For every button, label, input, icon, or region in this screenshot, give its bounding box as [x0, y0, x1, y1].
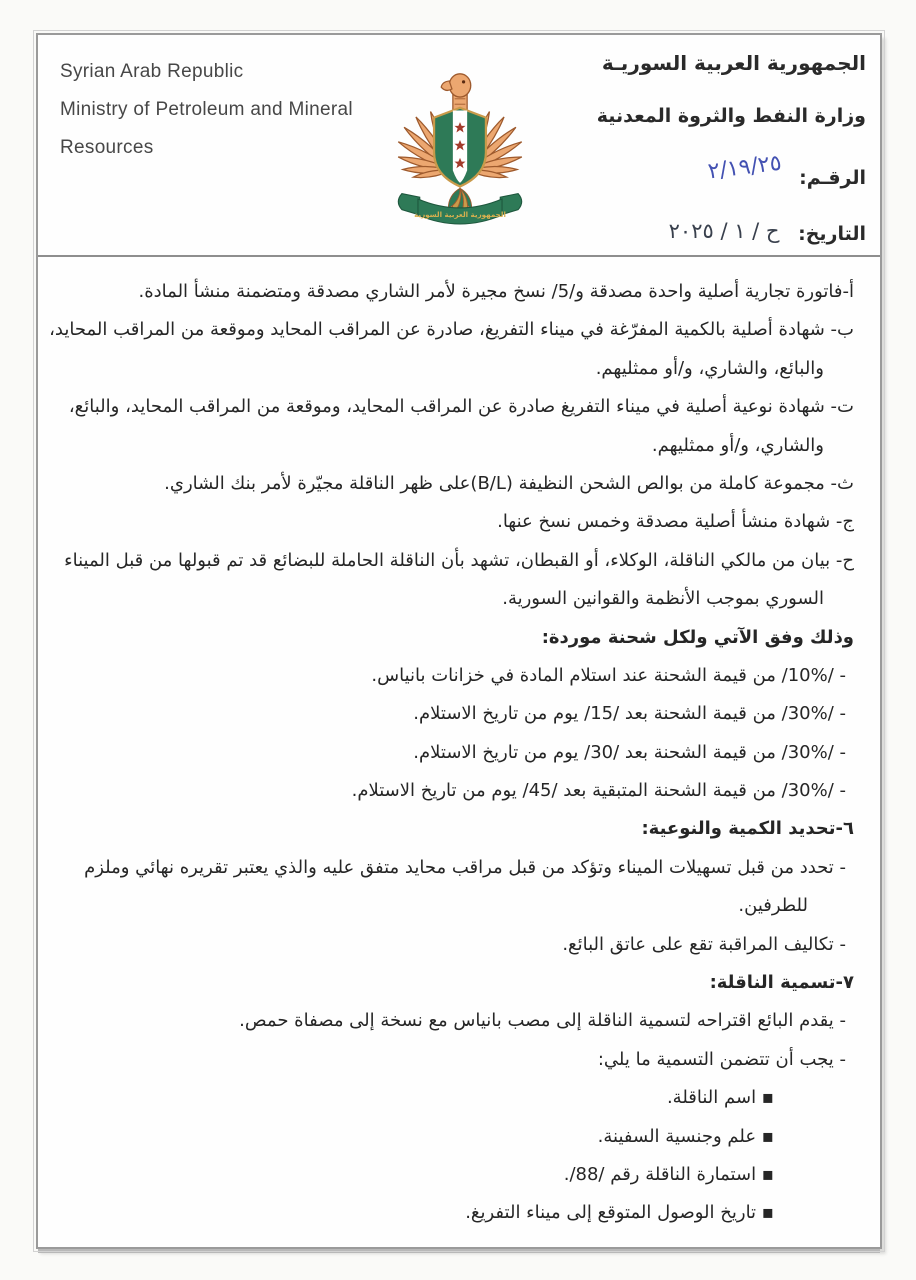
body-line: ت- شهادة نوعية أصلية في ميناء التفريغ صادرة عن المراقب المحايد، وموقعة من المراقب المحايد، والبائع، — [68, 396, 854, 418]
body-line: - /30%/ من قيمة الشحنة بعد /30/ يوم من تاريخ الاستلام. — [413, 741, 846, 763]
english-header-line1: Syrian Arab Republic — [60, 61, 244, 82]
body-line: ث- مجموعة كاملة من بوالص الشحن النظيفة (B/L)على ظهر الناقلة مجيّرة لأمر بنك الشاري. — [164, 472, 854, 494]
english-header-line3: Resources — [60, 137, 154, 158]
number-handwritten-value: ٢/١٩/٢٥ — [706, 150, 783, 185]
body-line: ▪ تاريخ الوصول المتوقع إلى ميناء التفريغ. — [465, 1202, 774, 1224]
body-line: ح- بيان من مالكي الناقلة، الوكلاء، أو القبطان، تشهد بأن الناقلة الحاملة للبضائع قد تم قبولها من قبل الميناء — [64, 549, 854, 571]
date-handwritten-value: ح / ١ / ٢٠٢٥ — [668, 219, 780, 243]
body-line: - /10%/ من قيمة الشحنة عند استلام المادة في خزانات بانياس. — [371, 664, 846, 686]
arabic-ministry-title: وزارة النفط والثروة المعدنية — [596, 105, 866, 127]
syrian-eagle-emblem — [384, 59, 536, 237]
english-header — [60, 53, 353, 167]
body-line: ▪ علم وجنسية السفينة. — [597, 1125, 774, 1147]
body-line: - يجب أن تتضمن التسمية ما يلي: — [597, 1048, 846, 1070]
body-line: - يقدم البائع اقتراحه لتسمية الناقلة إلى مصب بانياس مع نسخة إلى مصفاة حمص. — [239, 1010, 846, 1032]
body-line: - تكاليف المراقبة تقع على عاتق البائع. — [562, 933, 846, 955]
document-number-row — [706, 150, 866, 190]
body-line: للطرفين. — [738, 895, 808, 917]
arabic-republic-title: الجمهورية العربية السوريـة — [601, 51, 866, 75]
document-date-row — [669, 221, 866, 245]
scanned-letter-page — [36, 33, 882, 1249]
body-line: السوري بموجب الأنظمة والقوانين السورية. — [502, 588, 824, 610]
body-line: ▪ استمارة الناقلة رقم /88/. — [563, 1163, 774, 1185]
english-header-line2: Ministry of Petroleum and Mineral — [60, 99, 353, 120]
body-line: - تحدد من قبل تسهيلات الميناء وتؤكد من قبل مراقب محايد متفق عليه والذي يعتبر تقريره نهائي وملزم — [84, 856, 846, 878]
body-line: أ-فاتورة تجارية أصلية واحدة مصدقة و/5/ نسخ مجيرة لأمر الشاري مصدقة ومتضمنة منشأ المادة. — [138, 281, 854, 302]
body-line: ٦-تحديد الكمية والنوعية: — [641, 818, 854, 840]
body-line: والبائع، والشاري، و/أو ممثليهم. — [595, 357, 824, 379]
body-line: والشاري، و/أو ممثليهم. — [651, 434, 824, 456]
body-line: ب- شهادة أصلية بالكمية المفرّغة في ميناء التفريغ، صادرة عن المراقب المحايد وموقعة من المراقب المحايد، — [49, 319, 854, 341]
body-line: ٧-تسمية الناقلة: — [709, 972, 854, 994]
document-body — [49, 273, 854, 1233]
body-line: - /30%/ من قيمة الشحنة المتبقية بعد /45/ يوم من تاريخ الاستلام. — [351, 780, 846, 802]
body-line: ج- شهادة منشأ أصلية مصدقة وخمس نسخ عنها. — [497, 511, 854, 533]
date-label: التاريخ: — [798, 223, 866, 245]
letterhead — [38, 35, 880, 257]
number-label: الرقـم: — [799, 167, 866, 189]
body-line: وذلك وفق الآتي ولكل شحنة موردة: — [541, 626, 854, 648]
emblem-ribbon-text: الجمهورية العربية السورية — [414, 209, 506, 219]
body-line: ▪ اسم الناقلة. — [666, 1087, 774, 1109]
body-line: - /30%/ من قيمة الشحنة بعد /15/ يوم من تاريخ الاستلام. — [413, 703, 846, 725]
